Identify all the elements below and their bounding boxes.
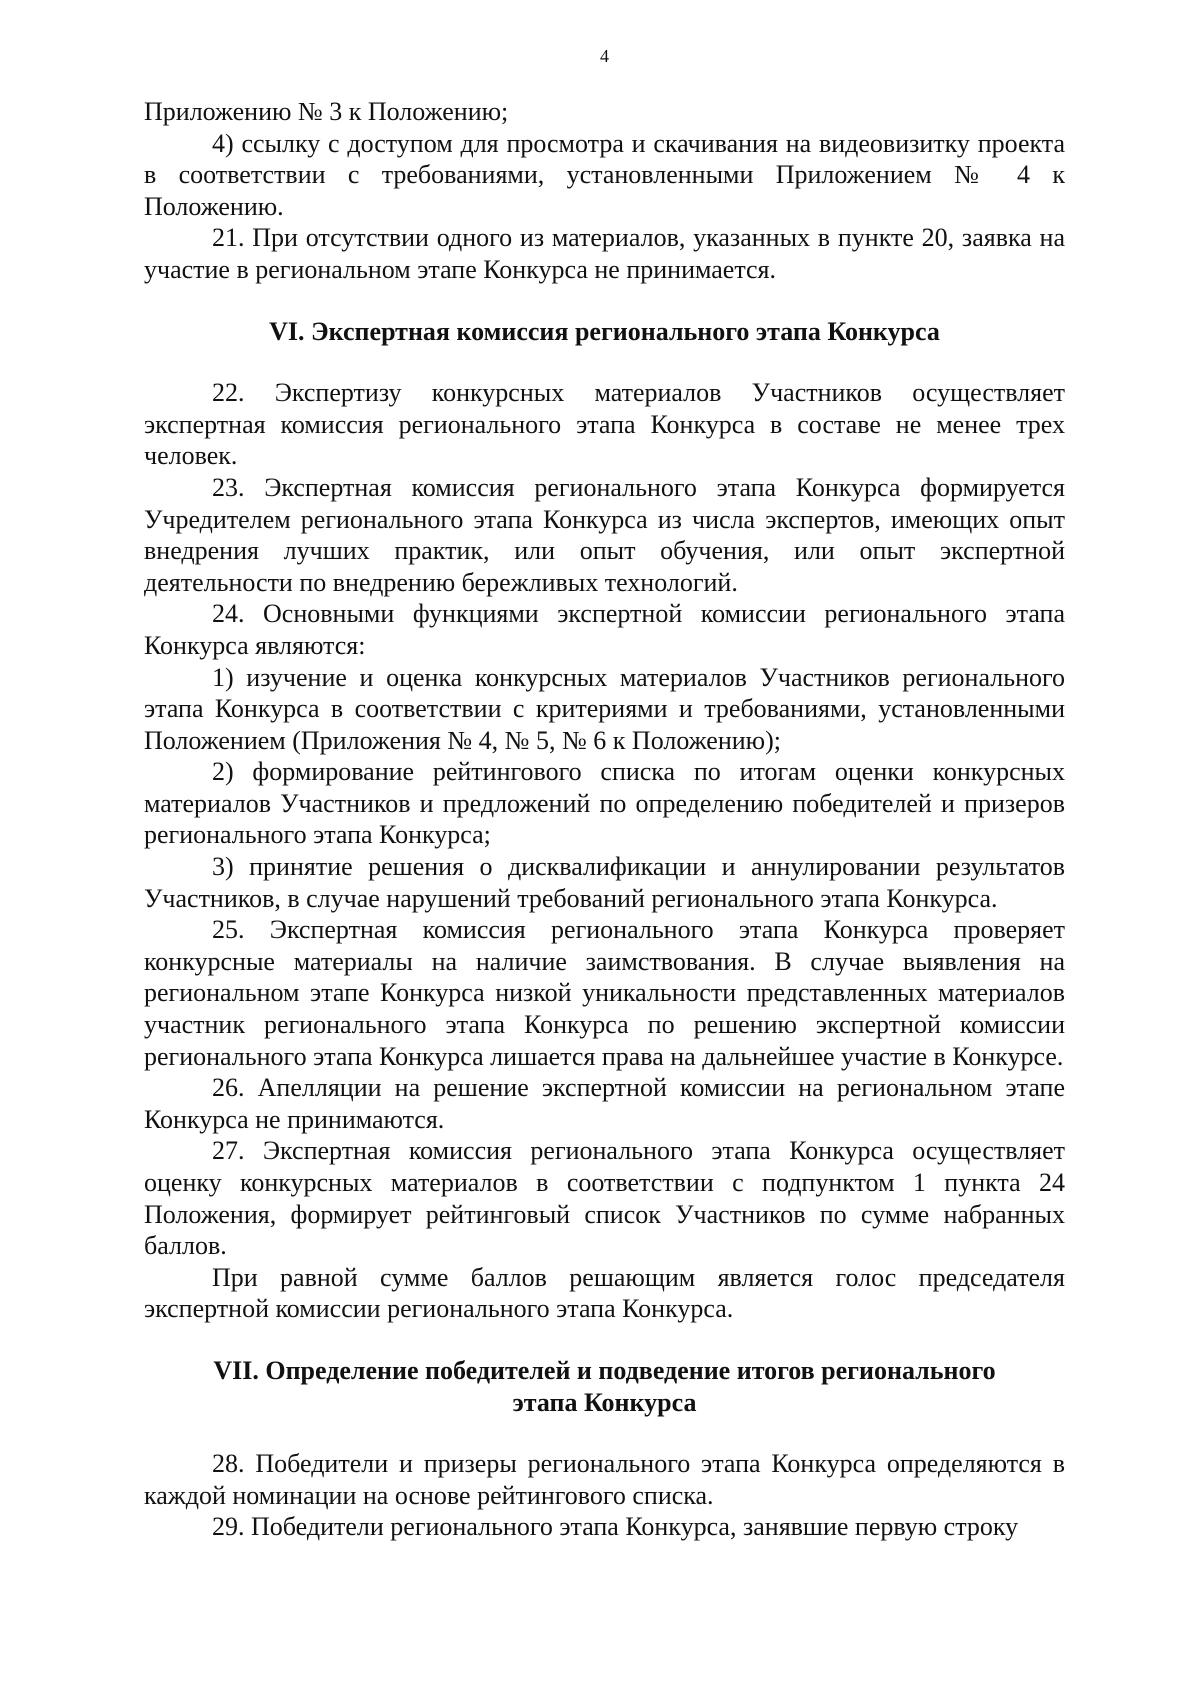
page-number: 4 [600, 46, 609, 66]
section-heading-vii: VII. Определение победителей и подведение итогов регионального этапа Конкурса [213, 1355, 996, 1417]
paragraph-clause-26: 26. Апелляции на решение экспертной комиссии на региональном этапе Конкурса не принимаются. [144, 1073, 1065, 1134]
paragraph-clause-23: 23. Экспертная комиссия регионального этапа Конкурса формируется Учредителем регионального этапа Конкурса из числа экспертов, имеющих опыт внедрения лучших практик, или опыт обучения, или опыт экспертной деятельности по внедрению бережливых технологий. [144, 472, 1065, 597]
paragraph-clause-24: 24. Основными функциями экспертной комиссии регионального этапа Конкурса являются: [144, 599, 1065, 660]
document-page [144, 44, 1065, 1543]
paragraph-clause-29: 29. Победители регионального этапа Конкурса, занявшие первую строку [212, 1512, 1019, 1542]
paragraph-clause-24-item-1: 1) изучение и оценка конкурсных материалов Участников регионального этапа Конкурса в соответствии с критериями и требованиями, установленными Положением (Приложения № 4, № 5, № 6 к Положению); [144, 662, 1065, 755]
section-heading-vi: VI. Экспертная комиссия регионального этапа Конкурса [269, 316, 940, 346]
paragraph-clause-21: 21. При отсутствии одного из материалов, указанных в пункте 20, заявка на участие в региональном этапе Конкурса не принимается. [144, 223, 1065, 284]
paragraph-clause-24-item-3: 3) принятие решения о дисквалификации и аннулировании результатов Участников, в случае нарушений требований регионального этапа Конкурса. [144, 852, 1065, 913]
paragraph-clause-28: 28. Победители и призеры регионального этапа Конкурса определяются в каждой номинации на основе рейтингового списка. [144, 1449, 1065, 1510]
paragraph-clause-22: 22. Экспертизу конкурсных материалов Участников осуществляет экспертная комиссия регионального этапа Конкурса в составе не менее трех человек. [144, 378, 1065, 471]
paragraph-clause-24-item-2: 2) формирование рейтингового списка по итогам оценки конкурсных материалов Участников и предложений по определению победителей и призеров регионального этапа Конкурса; [144, 757, 1065, 850]
paragraph-appendix-ref: Приложению № 3 к Положению; [144, 97, 509, 126]
paragraph-item-4-video-link: 4) ссылку с доступом для просмотра и скачивания на видеовизитку проекта в соответствии с требованиями, установленными Приложением № 4 к Положению. [144, 128, 1065, 221]
paragraph-equal-score-rule: При равной сумме баллов решающим является голос председателя экспертной комиссии регионального этапа Конкурса. [144, 1262, 1065, 1324]
paragraph-clause-25: 25. Экспертная комиссия регионального этапа Конкурса проверяет конкурсные материалы на наличие заимствования. В случае выявления на региональном этапе Конкурса низкой уникальности представленных материалов участник регионального этапа Конкурса по решению экспертной комиссии регионального этапа Конкурса лишается права на дальнейшее участие в Конкурсе. [144, 915, 1065, 1071]
paragraph-clause-27: 27. Экспертная комиссия регионального этапа Конкурса осуществляет оценку конкурсных материалов в соответствии с подпунктом 1 пункта 24 Положения, формирует рейтинговый список Участников по сумме набранных баллов. [144, 1136, 1065, 1261]
